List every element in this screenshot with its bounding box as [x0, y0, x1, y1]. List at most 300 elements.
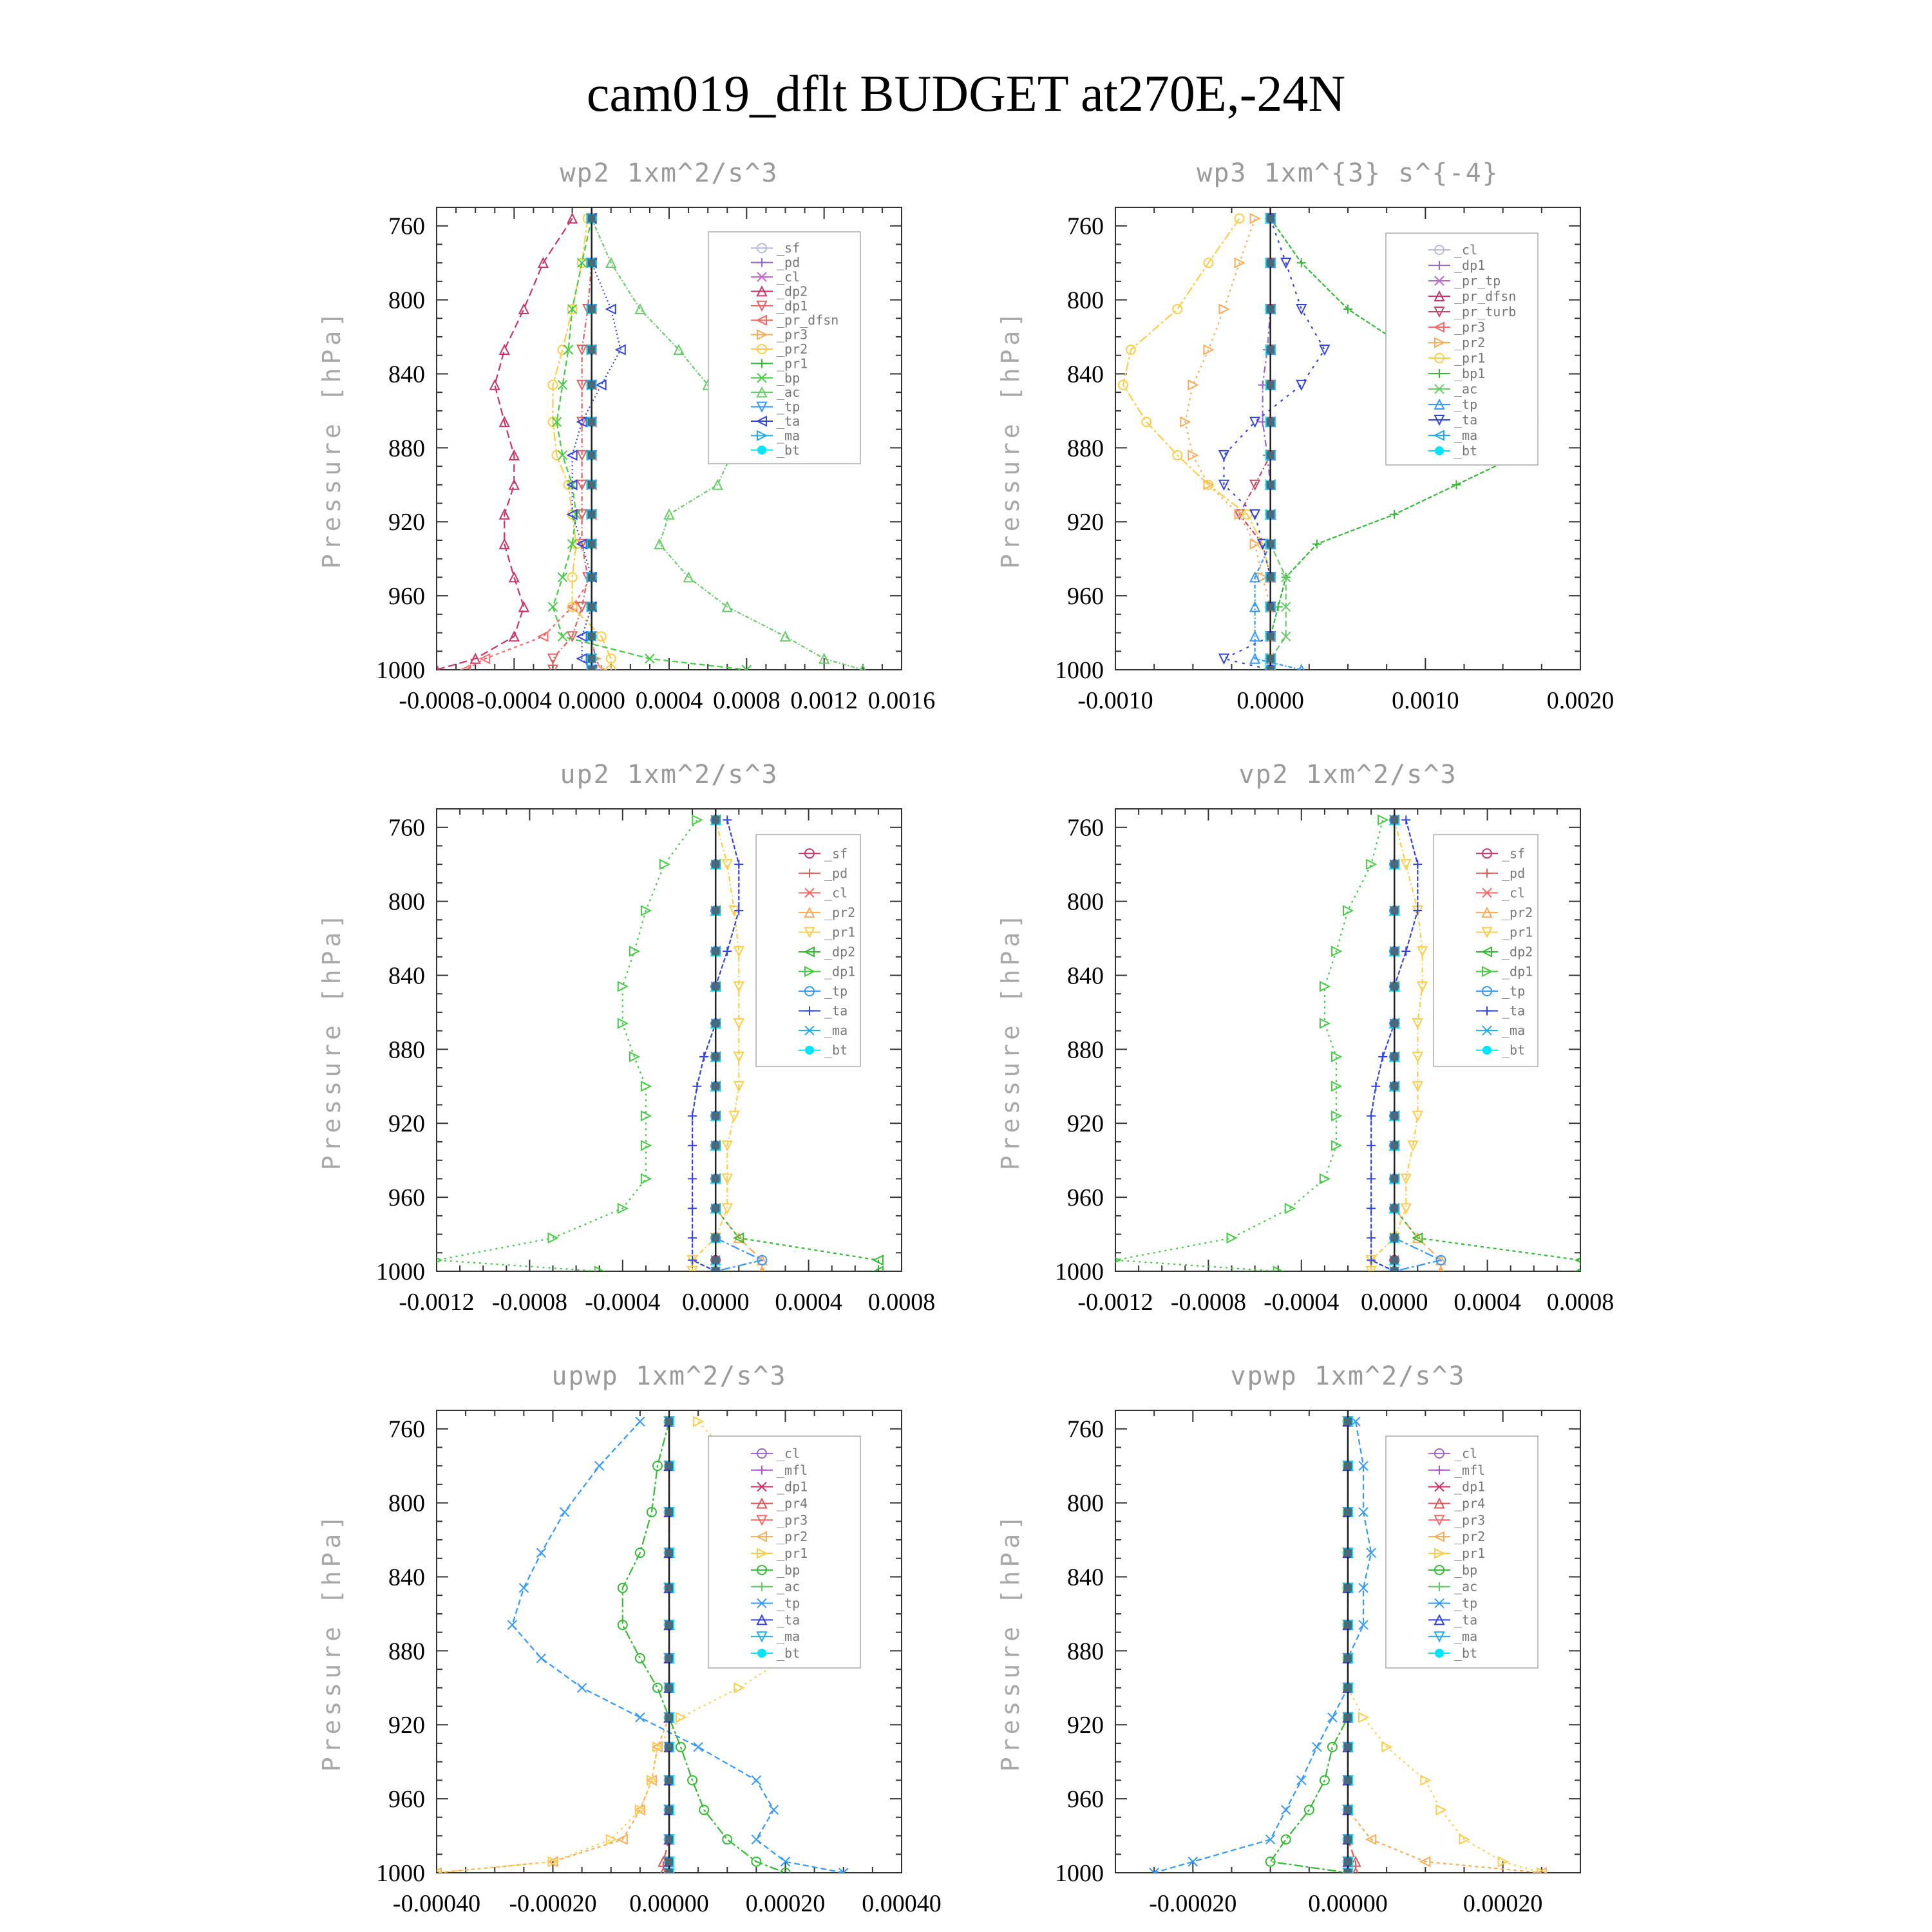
data-point_tp — [595, 1461, 604, 1470]
data-point-bt — [1344, 1417, 1352, 1425]
x-tick-label: 0.00020 — [745, 1890, 826, 1917]
legend-marker — [1435, 446, 1444, 455]
data-point-bt — [1344, 1806, 1352, 1814]
data-point_ta — [688, 1112, 697, 1121]
data-point-bt — [712, 816, 719, 824]
legend-label: _pd — [777, 254, 800, 270]
y-tick-label: 1000 — [376, 1860, 425, 1887]
y-tick-label: 920 — [388, 1110, 425, 1138]
y-tick-label: 760 — [1067, 814, 1104, 842]
data-point-bt — [1390, 1204, 1398, 1212]
x-tick-label: -0.0010 — [1077, 687, 1153, 714]
data-point_pr1 — [1436, 1805, 1445, 1814]
data-point-bt — [712, 1175, 719, 1182]
data-point-bt — [1390, 1175, 1398, 1182]
data-point-bt — [588, 511, 596, 518]
series-line_pr1 — [1123, 218, 1271, 670]
data-point_tp — [636, 1713, 645, 1722]
legend-label: _dp1 — [824, 963, 856, 980]
data-point_ta — [1367, 1233, 1376, 1242]
data-point_pr1 — [1413, 1019, 1422, 1028]
y-tick-label: 920 — [1067, 1712, 1104, 1739]
y-tick-label: 920 — [388, 1712, 425, 1739]
x-tick-label: 0.0008 — [867, 1289, 936, 1316]
data-point-bt — [712, 1256, 719, 1264]
legend-label: _bt — [1454, 1645, 1478, 1662]
data-point_dp1 — [549, 654, 558, 663]
legend-label: _pr2 — [824, 904, 856, 920]
legend-label: _ac — [777, 1578, 800, 1595]
legend-label: _ma — [1454, 1629, 1478, 1645]
legend — [1434, 835, 1538, 1066]
data-point_tp — [1297, 1776, 1306, 1785]
data-point-bt — [588, 259, 596, 267]
data-point_ta — [1297, 381, 1306, 390]
x-tick-label: -0.0004 — [1264, 1289, 1340, 1316]
data-point_ta — [578, 632, 587, 641]
x-tick-label: 0.0016 — [867, 687, 936, 714]
data-point_ta — [688, 1174, 697, 1183]
data-point-bt — [1344, 1621, 1352, 1629]
data-point_tp — [769, 1805, 778, 1814]
y-tick-label: 760 — [1067, 1416, 1104, 1443]
data-point_ta — [1219, 654, 1228, 663]
legend-label: _ac — [777, 384, 800, 401]
y-tick-label: 960 — [388, 583, 425, 611]
data-point-bt — [1344, 1508, 1352, 1516]
data-point-bt — [588, 451, 596, 459]
panel-title: vp2 1xm^2/s^3 — [1238, 760, 1457, 790]
data-point-bt — [1267, 418, 1274, 426]
data-point_ta — [1378, 1052, 1387, 1061]
y-tick-label: 840 — [1067, 1564, 1104, 1591]
data-point_bp — [558, 573, 567, 582]
legend — [1386, 233, 1538, 465]
data-point-bt — [588, 481, 596, 489]
series-line_pr2 — [1185, 218, 1270, 670]
data-point-bt — [588, 381, 596, 389]
data-point_dp1 — [1320, 1174, 1329, 1183]
legend-label: _tp — [1454, 397, 1478, 412]
legend-label: _dp1 — [777, 298, 808, 314]
data-point_bp1 — [1312, 540, 1321, 549]
y-axis-label: Pressure [hPa] — [996, 909, 1025, 1171]
legend-label: _pr4 — [777, 1495, 808, 1511]
legend — [708, 1436, 860, 1668]
data-point-bt — [1390, 1267, 1398, 1275]
data-point-bt — [1344, 1654, 1352, 1662]
legend-label: _bt — [824, 1042, 848, 1058]
data-point_ta — [723, 947, 732, 956]
data-point-bt — [665, 1584, 673, 1592]
y-axis-label: Pressure [hPa] — [317, 909, 346, 1171]
data-point_ta — [699, 1052, 708, 1061]
data-point-bt — [588, 418, 596, 426]
legend-label: _tp — [824, 983, 848, 999]
y-tick-label: 960 — [1067, 1184, 1104, 1212]
data-point-bt — [1390, 1053, 1398, 1061]
panels-container — [317, 158, 1614, 1917]
y-tick-label: 1000 — [1055, 1258, 1104, 1285]
legend-label: _pr2 — [1454, 1529, 1486, 1545]
y-tick-label: 960 — [1067, 1786, 1104, 1814]
data-point_pr_dfsn — [538, 632, 547, 641]
x-tick-label: 0.0000 — [1236, 687, 1304, 714]
legend-marker — [1482, 1046, 1492, 1055]
legend-label: _ta — [1454, 1612, 1478, 1628]
y-tick-label: 800 — [388, 287, 425, 314]
data-point_pr1 — [1401, 1204, 1410, 1213]
data-point_tp — [507, 1620, 516, 1629]
panel-title: wp3 1xm^{3} s^{-4} — [1197, 158, 1499, 188]
x-tick-label: -0.00020 — [509, 1890, 597, 1917]
data-point-bt — [1267, 305, 1274, 313]
y-tick-label: 880 — [1067, 1036, 1104, 1064]
data-point_ta — [1219, 451, 1228, 460]
legend-label: _pr4 — [1454, 1495, 1486, 1511]
data-point_ac — [665, 510, 674, 519]
legend-label: _ma — [824, 1023, 848, 1039]
legend-label: _pr2 — [777, 341, 808, 357]
panel-1 — [317, 158, 935, 714]
y-tick-label: 840 — [388, 361, 425, 388]
legend-label: _ac — [1454, 1578, 1478, 1595]
data-point-bt — [1267, 573, 1274, 581]
legend-label: _ma — [1502, 1023, 1526, 1039]
data-point-bt — [1344, 1835, 1352, 1843]
y-axis-label: Pressure [hPa] — [996, 308, 1025, 569]
data-point_tp — [1266, 1835, 1275, 1844]
data-point-bt — [665, 1462, 673, 1470]
legend-label: _ta — [1502, 1003, 1526, 1019]
panel-4 — [996, 760, 1614, 1316]
data-point_tp — [519, 1584, 528, 1593]
data-point_tp — [636, 1417, 645, 1426]
data-point-bt — [1267, 603, 1274, 611]
x-tick-label: -0.0004 — [476, 687, 552, 714]
data-point-bt — [1390, 1083, 1398, 1090]
legend-marker — [757, 446, 766, 455]
data-point_tp — [560, 1508, 569, 1517]
data-point-bt — [712, 1142, 719, 1150]
data-point_ta — [1401, 947, 1410, 956]
legend-label: _tp — [777, 399, 800, 415]
data-point_dp1 — [630, 947, 639, 956]
legend-label: _cl — [777, 1445, 800, 1461]
data-point-bt — [665, 1806, 673, 1814]
data-point_tp — [1312, 1743, 1321, 1752]
data-point_dp2 — [519, 602, 528, 611]
data-point-bt — [1390, 1256, 1398, 1264]
figure-title: cam019_dflt BUDGET at270E,-24N — [586, 66, 1346, 122]
legend-label: _pr2 — [1454, 335, 1486, 350]
data-point-bt — [1267, 632, 1274, 640]
y-tick-label: 760 — [388, 1416, 425, 1443]
x-tick-label: 0.0000 — [558, 687, 625, 714]
data-point-bt — [665, 1714, 673, 1721]
data-point_ta — [688, 1204, 697, 1213]
legend — [756, 835, 860, 1066]
data-point_pr2 — [1219, 305, 1228, 314]
data-point_dp2 — [500, 345, 509, 354]
legend-label: _ta — [1454, 412, 1478, 428]
data-point_ta — [734, 906, 743, 915]
data-point-bt — [712, 1083, 719, 1090]
data-point-bt — [1344, 1776, 1352, 1784]
data-point-bt — [588, 346, 596, 354]
legend-label: _cl — [1454, 242, 1478, 258]
data-point_pr1 — [723, 860, 732, 869]
y-tick-label: 840 — [1067, 962, 1104, 990]
data-point_pr1 — [1173, 305, 1182, 314]
data-point_tp — [694, 1743, 703, 1752]
data-point_ta — [688, 1233, 697, 1242]
y-tick-label: 840 — [388, 962, 425, 990]
data-point_dp1 — [1343, 906, 1352, 915]
x-tick-label: 0.0010 — [1392, 687, 1459, 714]
legend-label: _ma — [777, 428, 800, 444]
y-tick-label: 1000 — [1055, 1860, 1104, 1887]
data-point_ta — [1367, 1112, 1376, 1121]
data-point_bp — [653, 1683, 662, 1692]
panel-3 — [317, 760, 935, 1316]
legend-marker — [757, 1649, 766, 1658]
x-tick-label: 0.0008 — [713, 687, 781, 714]
x-tick-label: -0.0012 — [399, 1289, 475, 1316]
data-point_pr1 — [723, 1204, 732, 1213]
data-point_ta — [597, 381, 606, 390]
legend-label: _pr_turb — [1454, 304, 1517, 319]
data-point_tp — [752, 1776, 761, 1785]
data-point-bt — [1344, 1549, 1352, 1557]
data-point_ta — [723, 815, 732, 824]
y-tick-label: 960 — [1067, 583, 1104, 611]
data-point-bt — [1390, 1142, 1398, 1150]
data-point-bt — [712, 1019, 719, 1027]
data-point_bp — [1328, 1743, 1337, 1752]
series-line_dp1 — [437, 820, 697, 1271]
y-tick-label: 1000 — [376, 657, 425, 684]
x-tick-label: -0.00040 — [392, 1890, 481, 1917]
data-point-bt — [712, 947, 719, 955]
x-tick-label: 0.0004 — [1454, 1289, 1521, 1316]
legend-label: _pr3 — [1454, 1512, 1486, 1528]
y-tick-label: 920 — [1067, 1110, 1104, 1138]
legend-label: _pr_tp — [1454, 273, 1501, 289]
legend-label: _ta — [777, 413, 800, 429]
data-point-bt — [588, 655, 596, 663]
data-point-bt — [712, 1234, 719, 1242]
panel-2 — [996, 158, 1614, 714]
data-point-bt — [1344, 1743, 1352, 1751]
data-point_dp1 — [1367, 860, 1376, 869]
data-point_ta — [688, 1141, 697, 1150]
panel-title: vpwp 1xm^2/s^3 — [1230, 1361, 1466, 1391]
data-point_bp1 — [1390, 510, 1399, 519]
x-tick-label: -0.0008 — [491, 1289, 567, 1316]
x-tick-label: 0.0012 — [790, 687, 858, 714]
series-line_pr1 — [1371, 820, 1422, 1271]
legend-label: _pr1 — [777, 1546, 808, 1561]
legend-label: _pd — [824, 865, 848, 881]
panel-6 — [996, 1361, 1580, 1917]
x-tick-label: -0.0008 — [1170, 1289, 1246, 1316]
y-tick-label: 840 — [388, 1564, 425, 1591]
data-point_tp — [1328, 1713, 1337, 1722]
y-tick-label: 760 — [388, 213, 425, 240]
legend-label: _pr3 — [1454, 319, 1486, 335]
data-point_ta — [1401, 815, 1410, 824]
data-point_ta — [734, 860, 743, 869]
data-point_bp — [636, 1654, 645, 1663]
data-point-bt — [1344, 1462, 1352, 1470]
legend-label: _tp — [1502, 983, 1526, 999]
data-point-bt — [712, 907, 719, 914]
legend-label: _dp1 — [1454, 1479, 1486, 1495]
data-point-bt — [1390, 907, 1398, 914]
data-point_tp — [536, 1548, 545, 1557]
series-line_tp — [1154, 1421, 1371, 1873]
legend-label: _sf — [777, 240, 800, 256]
data-point_pr1 — [676, 1713, 685, 1722]
data-point_ac — [636, 305, 645, 314]
legend-label: _pr2 — [777, 1529, 808, 1545]
x-tick-label: 0.0008 — [1546, 1289, 1615, 1316]
legend-label: _mfl — [777, 1462, 808, 1478]
legend-label: _tp — [1454, 1595, 1478, 1611]
data-point_pr1 — [1359, 1713, 1368, 1722]
legend-label: _tp — [777, 1595, 800, 1611]
legend-label: _bt — [777, 1645, 800, 1662]
legend-label: _dp2 — [1502, 944, 1533, 960]
data-point_tp — [752, 1835, 761, 1844]
data-point_ta — [1320, 345, 1329, 354]
y-tick-label: 800 — [388, 1490, 425, 1517]
data-point-bt — [588, 666, 596, 674]
data-point-bt — [1390, 983, 1398, 990]
data-point-bt — [1267, 259, 1274, 267]
x-tick-label: 0.0000 — [1360, 1289, 1428, 1316]
data-point-bt — [712, 1112, 719, 1120]
data-point_ta — [607, 305, 616, 314]
data-point_tp — [578, 1683, 587, 1692]
y-tick-label: 840 — [1067, 361, 1104, 388]
data-point-bt — [588, 214, 596, 222]
y-tick-label: 880 — [1067, 1638, 1104, 1665]
data-point_dp2 — [490, 381, 499, 390]
data-point_ta — [1297, 305, 1306, 314]
x-tick-label: 0.00020 — [1463, 1890, 1543, 1917]
data-point-bt — [712, 860, 719, 868]
legend-label: _pr_dfsn — [777, 312, 839, 328]
y-tick-label: 920 — [388, 509, 425, 536]
y-tick-label: 960 — [388, 1786, 425, 1814]
data-point_tp — [1251, 602, 1260, 611]
panel-title: wp2 1xm^2/s^3 — [560, 158, 779, 188]
legend-label: _pr1 — [824, 924, 856, 940]
x-tick-label: 0.00000 — [629, 1890, 709, 1917]
legend-label: _pr2 — [1502, 904, 1533, 920]
data-point_dp2 — [509, 480, 518, 489]
legend-label: _bp — [777, 370, 800, 386]
data-point_dp1 — [660, 860, 669, 869]
data-point_bp — [558, 632, 567, 641]
panel-title: up2 1xm^2/s^3 — [560, 760, 779, 790]
data-point_bp — [723, 1835, 732, 1844]
data-point-bt — [1267, 381, 1274, 389]
data-point-bt — [665, 1654, 673, 1662]
data-point-bt — [665, 1549, 673, 1557]
data-point_ta — [1367, 1204, 1376, 1213]
data-point-bt — [1344, 1714, 1352, 1721]
legend-label: _dp1 — [1502, 963, 1533, 980]
legend-label: _pr3 — [777, 327, 808, 343]
data-point-bt — [1390, 1112, 1398, 1120]
data-point-bt — [588, 603, 596, 611]
data-point_dp2 — [519, 305, 528, 314]
y-tick-label: 800 — [1067, 287, 1104, 314]
data-point-bt — [1267, 481, 1274, 489]
data-point-bt — [665, 1776, 673, 1784]
data-point-bt — [665, 1508, 673, 1516]
data-point_ta — [692, 1082, 701, 1091]
data-point_pr1 — [734, 1683, 743, 1692]
legend-label: _pd — [1502, 865, 1526, 881]
legend-label: _cl — [824, 885, 848, 901]
legend-label: _pr1 — [777, 355, 808, 372]
panel-title: upwp 1xm^2/s^3 — [551, 1361, 787, 1391]
data-point-bt — [1390, 816, 1398, 824]
data-point-bt — [588, 540, 596, 548]
data-point-bt — [1267, 346, 1274, 354]
y-axis-label: Pressure [hPa] — [996, 1511, 1025, 1772]
y-tick-label: 960 — [388, 1184, 425, 1212]
x-tick-label: 0.0000 — [681, 1289, 750, 1316]
legend-label: _pr1 — [1454, 1546, 1486, 1561]
data-point_ta — [1371, 1082, 1380, 1091]
series-line_dp1 — [1115, 820, 1383, 1271]
data-point-bt — [665, 1835, 673, 1843]
x-tick-label: -0.0008 — [399, 687, 475, 714]
legend-label: _bt — [1502, 1042, 1526, 1058]
y-tick-label: 760 — [1067, 213, 1104, 240]
data-point-bt — [1344, 1869, 1352, 1877]
data-point_ta — [1367, 1141, 1376, 1150]
y-tick-label: 1000 — [1055, 657, 1104, 684]
y-tick-label: 880 — [1067, 435, 1104, 462]
data-point_ac — [781, 632, 790, 641]
data-point-bt — [1390, 947, 1398, 955]
y-axis-label: Pressure [hPa] — [317, 1511, 346, 1772]
data-point-bt — [1344, 1684, 1352, 1692]
data-point_bp — [645, 654, 654, 663]
legend-marker — [805, 1046, 814, 1055]
data-point-bt — [1267, 655, 1274, 663]
data-point_bp1 — [1452, 480, 1461, 489]
data-point-bt — [712, 983, 719, 990]
y-tick-label: 880 — [388, 435, 425, 462]
legend-label: _sf — [1502, 846, 1526, 862]
legend-label: _pr_dfsn — [1454, 289, 1517, 304]
x-tick-label: -0.0004 — [585, 1289, 661, 1316]
panel-5 — [317, 1361, 942, 1917]
legend-label: _cl — [777, 269, 800, 285]
data-point-bt — [1267, 666, 1274, 674]
data-point-bt — [1267, 214, 1274, 222]
x-tick-label: 0.00040 — [862, 1890, 942, 1917]
data-point_bp — [549, 602, 558, 611]
legend-label: _sf — [824, 846, 848, 862]
